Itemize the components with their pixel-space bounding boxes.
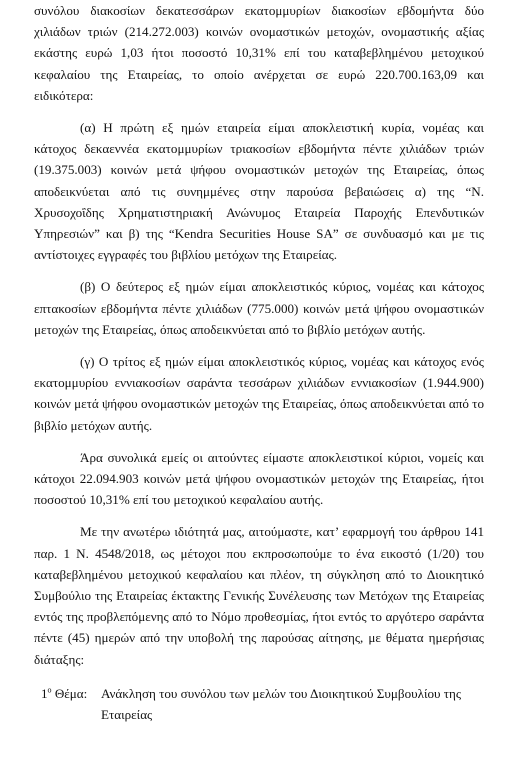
intro-paragraph: συνόλου διακοσίων δεκατεσσάρων εκατομμυρίων διακοσίων εβδομήντα δύο χιλιάδων τριών (214.272.003) κοινών ονομαστικών μετοχών, ονομαστικής αξίας εκάστης ευρώ 1,03 ήτοι ποσοστό 10,31% επί του καταβεβλημένου μετοχικού κεφαλαίου της Εταιρείας, το οποίο ανέρχεται σε ευρώ 220.700.163,09 και ειδικότερα: — [34, 3, 484, 103]
request-paragraph: Με την ανωτέρω ιδιότητά μας, αιτούμαστε, κατ’ εφαρμογή του άρθρου 141 παρ. 1 Ν. 4548/2018, ως μέτοχοι που εκπροσωπούμε το ένα εικοστό (1/20) του καταβεβλημένου μετοχικού κεφαλαίου και πλέον, τη σύγκληση από το Διοικητικό Συμβούλιο της Εταιρείας έκτακτης Γενικής Συνέλευσης των Μετόχων της Εταιρείας εντός της προβλεπόμενης από το Νόμο προθεσμίας, ήτοι εντός το αργότερο σαράντα πέντε (45) ημερών από την υποβολή της παρούσας αίτησης, με θέματα ημερήσιας διάταξης: — [34, 524, 484, 667]
paragraph-a: (α) Η πρώτη εξ ημών εταιρεία είμαι αποκλειστική κυρία, νομέας και κάτοχος δεκαεννέα εκατομμυρίων τριακοσίων εβδομήντα πέντε χιλιάδων τριών (19.375.003) κοινών μετά ψήφου ονομαστικών μετοχών της Εταιρείας, όπως αποδεικνύεται από τις συνημμένες στην παρούσα βεβαιώσεις α) της “Ν. Χρυσοχοΐδης Χρηματιστηριακή Ανώνυμος Εταιρεία Παροχής Επενδυτικών Υπηρεσιών” και β) της “Kendra Securities House SA” σε συνδυασμό και με τις αντίστοιχες εγγραφές του βιβλίου μετόχων της Εταιρείας. — [34, 120, 484, 263]
paragraph-b: (β) Ο δεύτερος εξ ημών είμαι αποκλειστικός κύριος, νομέας και κάτοχος επτακοσίων εβδομήντα πέντε χιλιάδων (775.000) κοινών μετά ψήφου ονομαστικών μετοχών της Εταιρείας, όπως αποδεικνύεται από το βιβλίο μετόχων αυτής. — [34, 279, 484, 337]
agenda-item-label — [41, 683, 101, 725]
agenda-item-number: 1 — [41, 685, 48, 701]
paragraph-c: (γ) Ο τρίτος εξ ημών είμαι αποκλειστικός κύριος, νομέας και κάτοχος ενός εκατομμυρίου εννιακοσίων σαράντα τεσσάρων χιλιάδων εννιακοσίων (1.944.900) κοινών μετά ψήφου ονομαστικών μετοχών της Εταιρείας, όπως αποδεικνύεται από το βιβλίο μετόχων αυτής. — [34, 354, 484, 433]
agenda-item-word: Θέμα: — [54, 685, 88, 701]
summary-paragraph: Άρα συνολικά εμείς οι αιτούντες είμαστε αποκλειστικοί κύριοι, νομείς και κάτοχοι 22.094.903 κοινών μετά ψήφου ονομαστικών μετοχών της Εταιρείας, ήτοι ποσοστού 10,31% επί του μετοχικού κεφαλαίου αυτής. — [34, 449, 484, 508]
agenda-item-ordinal: ο — [47, 685, 52, 695]
agenda-item-text: Ανάκληση του συνόλου των μελών του Διοικητικού Συμβουλίου της Εταιρείας — [101, 685, 462, 723]
agenda-item-1 — [34, 683, 484, 725]
